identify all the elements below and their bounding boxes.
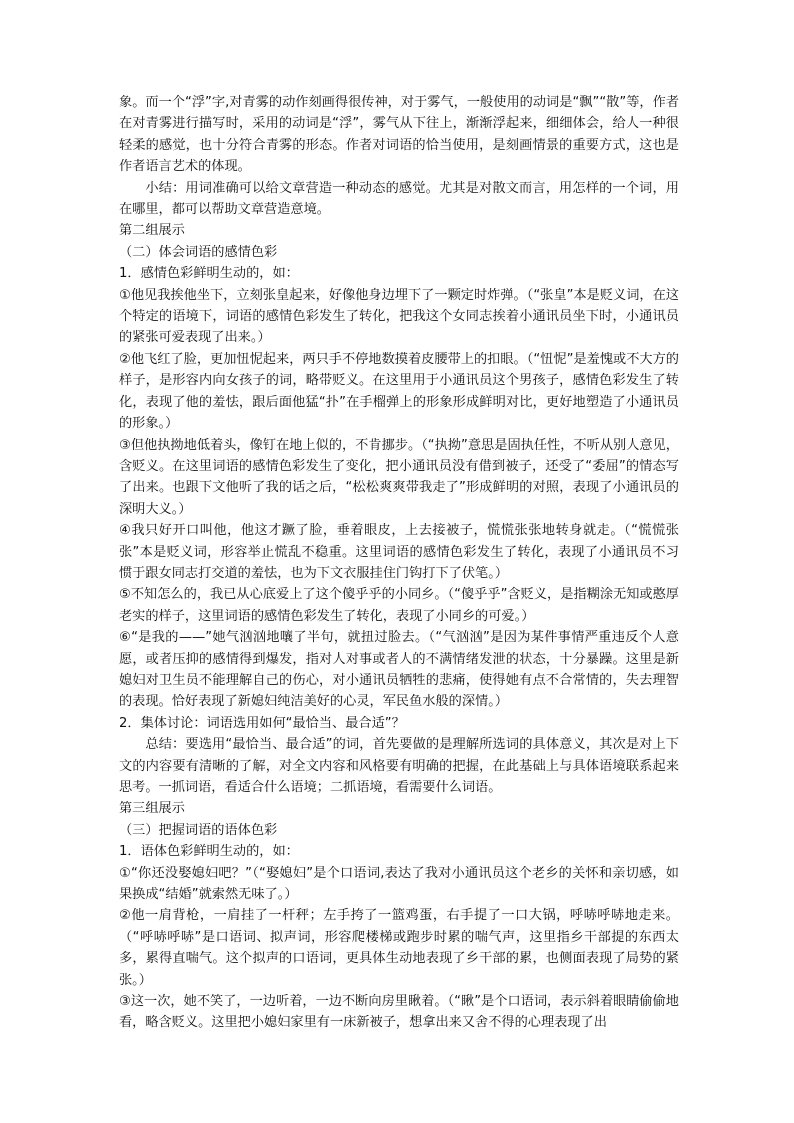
paragraph-intro: 象。而一个“浮”字,对青雾的动作刻画得很传神，对于雾气，一般使用的动词是“飘”“散”等，作者在对青雾进行描写时，采用的动词是“浮”，雾气从下往上，渐渐浮起来，细细体会，给人一种很轻柔的感觉，也十分符合青雾的形态。作者对词语的恰当使用，是刻画情景的重要方式，这也是作者语言艺术的体现。 (119, 95, 679, 175)
example-item-5: ⑤不知怎么的，我已从心底爱上了这个傻乎乎的小同乡。（“傻乎乎”含贬义，是指糊涂无知或憨厚老实的样子，这里词语的感情色彩发生了转化，表现了小同乡的可爱。） (119, 587, 679, 624)
example-item-2: ②他飞红了脸，更加忸怩起来，两只手不停地数摸着皮腰带上的扣眼。（“忸怩”是羞愧或不大方的样子，是形容内向女孩子的词，略带贬义。在这里用于小通讯员这个男孩子，感情色彩发生了转化，表现了他的羞怯，跟后面他猛“扑”在手榴弹上的形象形成鲜明对比，更好地塑造了小通讯员的形象。） (119, 351, 679, 432)
style-example-1: ①“你还没娶媳妇吧？”（“娶媳妇”是个口语词,表达了我对小通讯员这个老乡的关怀和亲切感，如果换成“结婚”就索然无味了。） (119, 865, 679, 903)
example-item-4: ④我只好开口叫他，他这才蹶了脸，垂着眼皮，上去接被子，慌慌张张地转身就走。（“慌慌张张”本是贬义词，形容举止慌乱不稳重。这里词语的感情色彩发生了转化，表现了小通讯员不习惯于跟女同志打交道的羞怯，也为下文衣服挂住门钩打下了伏笔。） (119, 523, 679, 581)
paragraph-summary-1: 小结：用词准确可以给文章营造一种动态的感觉。尤其是对散文而言，用怎样的一个词，用在哪里，都可以帮助文章营造意境。 (119, 180, 679, 218)
style-example-3: ③这一次，她不笑了，一边听着，一边不断向房里瞅着。（“瞅”是个口语词，表示斜着眼睛偷偷地看，略含贬义。这里把小媳妇家里有一床新被子，想拿出来又舍不得的心理表现了出 (119, 994, 679, 1031)
discussion-question: 2．集体讨论：词语选用如何“最恰当、最合适”？ (119, 715, 405, 731)
list-heading-emotion: 1．感情色彩鲜明生动的，如： (119, 266, 299, 282)
list-heading-style: 1．语体色彩鲜明生动的，如： (119, 844, 299, 860)
example-item-6: ⑥“是我的——”她气汹汹地嚷了半句，就扭过脸去。（“气汹汹”是因为某件事情严重违反个人意愿，或者压抑的感情得到爆发，指对人对事或者人的不满情绪发泄的状态，十分暴躁。这里是新媳妇对卫生员不能理解自己的伤心，对小通讯员牺牲的悲痛，使得她有点不合常情的，失去理智的表现。恰好表现了新媳妇纯洁美好的心灵，军民鱼水般的深情。） (119, 630, 679, 710)
group-heading-2: 第二组展示 (119, 223, 185, 239)
document-page (119, 92, 679, 1034)
example-item-3: ③但他执拗地低着头，像钉在地上似的，不肯挪步。（“执拗”意思是固执任性，不听从别人意见，含贬义。在这里词语的感情色彩发生了变化，把小通讯员没有借到被子，还受了“委屈”的情态写了出来。也跟下文他听了我的话之后，“松松爽爽带我走了”形成鲜明的对照，表现了小通讯员的深明大义。） (119, 437, 679, 517)
section-heading-2: （二）体会词语的感情色彩 (119, 244, 278, 260)
section-heading-3: （三）把握词语的语体色彩 (119, 822, 278, 838)
group-heading-3: 第三组展示 (119, 801, 185, 817)
style-example-2: ②他一肩背枪，一肩挂了一杆秤；左手挎了一篮鸡蛋，右手提了一口大锅，呼哧呼哧地走来。（“呼哧呼哧”是口语词、拟声词，形容爬楼梯或跑步时累的喘气声，这里指乡干部提的东西太多，累得直喘气。这个拟声的口语词，更具体生动地表现了乡干部的累，也侧面表现了局势的紧张。） (119, 908, 679, 988)
paragraph-summary-2: 总结：要选用“最恰当、最合适”的词，首先要做的是理解所选词的具体意义，其次是对上下文的内容要有清晰的了解，对全文内容和风格要有明确的把握，在此基础上与具体语境联系起来思考。一抓词语，看适合什么语境；二抓语境，看需要什么词语。 (119, 737, 679, 795)
example-item-1: ①他见我挨他坐下，立刻张皇起来，好像他身边埋下了一颗定时炸弹。（“张皇”本是贬义词，在这个特定的语境下，词语的感情色彩发生了转化，把我这个女同志挨着小通讯员坐下时，小通讯员的紧张可爱表现了出来。） (119, 287, 679, 346)
